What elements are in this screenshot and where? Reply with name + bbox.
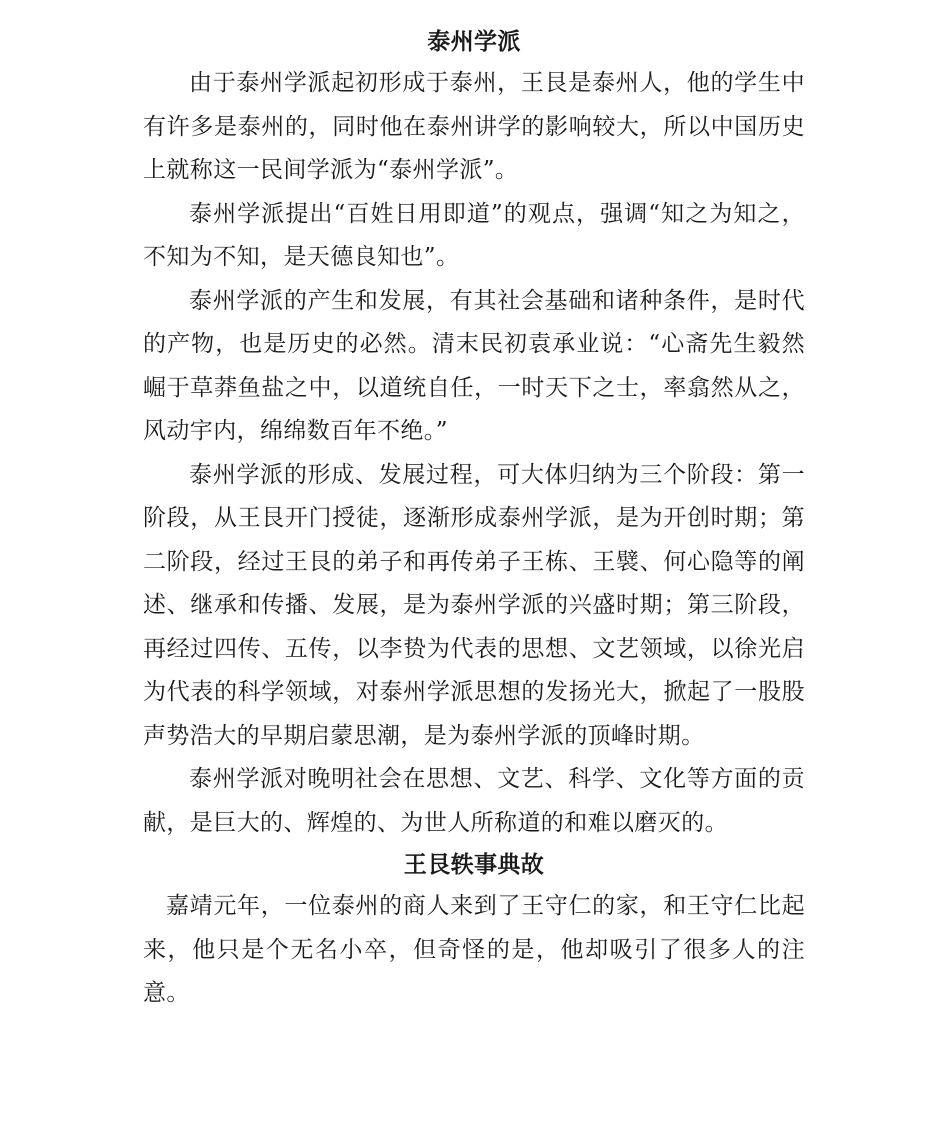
paragraph-contribution: 泰州学派对晚明社会在思想、文艺、科学、文化等方面的贡献，是巨大的、辉煌的、为世人所称道的和难以磨灭的。	[143, 766, 805, 836]
section-title-taizhou-school: 泰州学派	[427, 28, 521, 55]
document-page	[143, 22, 805, 1016]
paragraph-stages: 泰州学派的形成、发展过程，可大体归纳为三个阶段：第一阶段，从王艮开门授徒，逐渐形成泰州学派，是为开创时期；第二阶段，经过王艮的弟子和再传弟子王栋、王襞、何心隐等的阐述、继承和传播、发展，是为泰州学派的兴盛时期；第三阶段，再经过四传、五传，以李贽为代表的思想、文艺领域，以徐光启为代表的科学领域，对泰州学派思想的发扬光大，掀起了一股股声势浩大的早期启蒙思潮，是为泰州学派的顶峰时期。	[143, 461, 805, 749]
section-title-wang-gen-anecdotes: 王艮轶事典故	[403, 851, 545, 878]
paragraph-viewpoint: 泰州学派提出“百姓日用即道”的观点，强调“知之为知之，不知为不知，是天德良知也”。	[143, 200, 805, 270]
paragraph-origin: 由于泰州学派起初形成于泰州，王艮是泰州人，他的学生中有许多是泰州的，同时他在泰州讲学的影响较大，所以中国历史上就称这一民间学派为“泰州学派”。	[143, 70, 805, 183]
paragraph-anecdote: 嘉靖元年，一位泰州的商人来到了王守仁的家，和王守仁比起来，他只是个无名小卒，但奇怪的是，他却吸引了很多人的注意。	[143, 893, 805, 1006]
paragraph-development: 泰州学派的产生和发展，有其社会基础和诸种条件，是时代的产物，也是历史的必然。清末民初袁承业说：“心斋先生毅然崛于草莽鱼盐之中，以道统自任，一时天下之士，率翕然从之，风动宇内，绵绵数百年不绝。”	[143, 287, 805, 444]
